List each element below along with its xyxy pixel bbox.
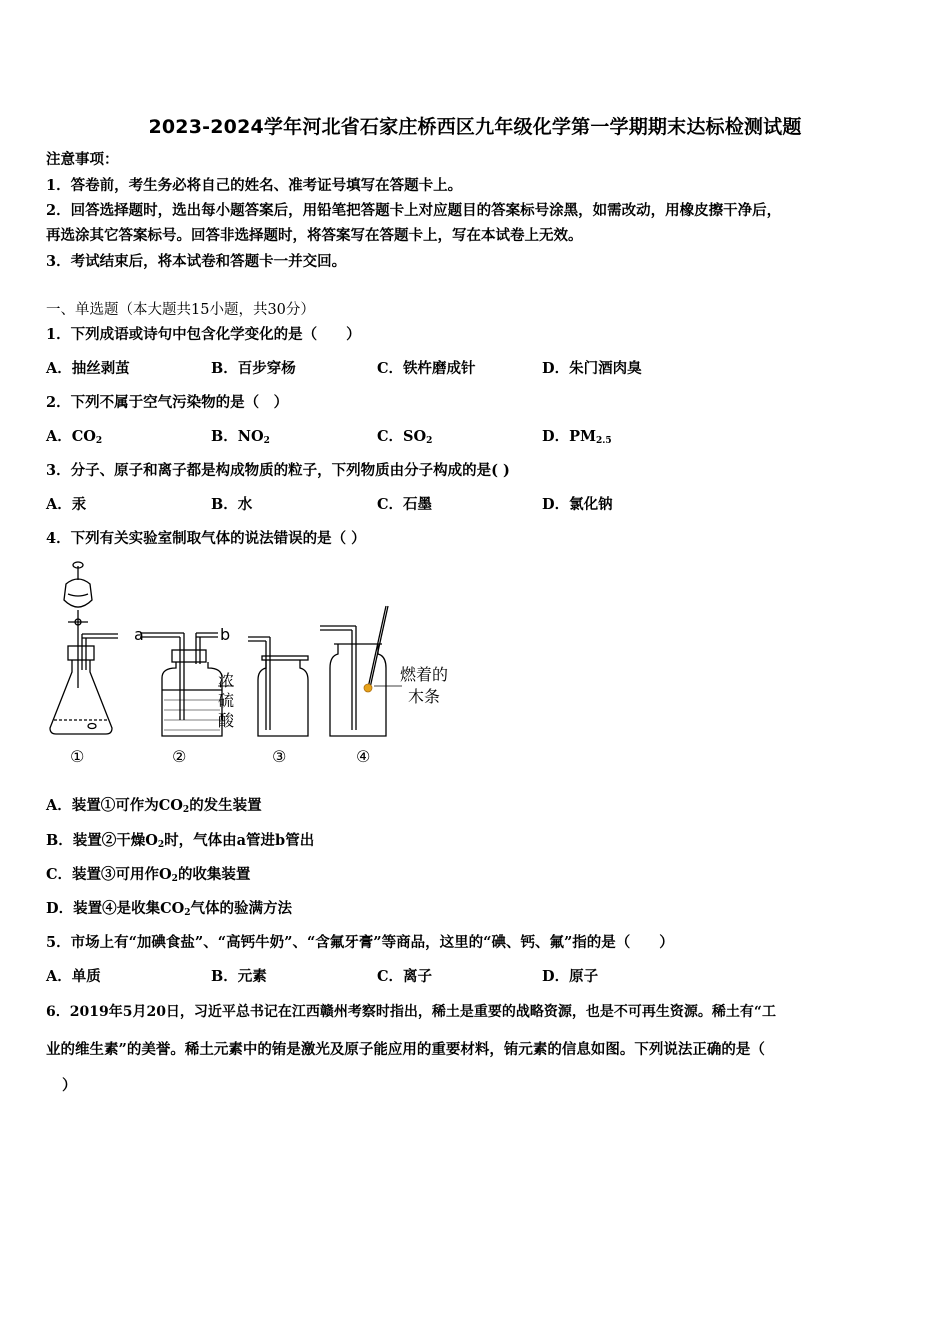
q4-option-a: A．装置①可作为$CO_2$的发生装置	[46, 797, 262, 815]
q6-line: ）	[62, 1077, 77, 1094]
apparatus-4	[320, 606, 402, 736]
apparatus-figure	[44, 560, 464, 770]
q4-option-c: C．装置③可用作$O_2$的收集装置	[46, 866, 251, 884]
q4-stem: 4．下列有关实验室制取气体的说法错误的是（ ）	[46, 530, 366, 547]
stick-label: 燃着的	[400, 665, 449, 684]
apparatus-number: ③	[272, 747, 287, 766]
page-title: 2023-2024学年河北省石家庄桥西区九年级化学第一学期期末达标检测试题	[148, 116, 802, 138]
q5-option-d: D．原子	[542, 968, 599, 985]
q1-option-d: D．朱门酒肉臭	[542, 360, 642, 377]
q3-option-a: A．汞	[46, 496, 87, 513]
q2-stem: 2．下列不属于空气污染物的是（ ）	[46, 394, 289, 411]
acid-label: 硫	[218, 691, 235, 710]
notice-heading: 注意事项：	[46, 151, 119, 168]
apparatus-number: ①	[70, 747, 85, 766]
q5-stem: 5．市场上有“加碘食盐”、“高钙牛奶”、“含氟牙膏”等商品，这里的“碘、钙、氟”指的是（ ）	[46, 934, 674, 951]
apparatus-3	[248, 637, 308, 736]
acid-label: 酸	[218, 711, 235, 730]
tube-label-b: b	[220, 625, 231, 644]
notice-item: 2．回答选择题时，选出每小题答案后，用铅笔把答题卡上对应题目的答案标号涂黑，如需改动，用橡皮擦干净后，	[46, 202, 782, 219]
q3-option-c: C．石墨	[377, 496, 433, 513]
q3-stem: 3．分子、原子和离子都是构成物质的粒子，下列物质由分子构成的是( )	[46, 462, 510, 479]
flame-icon	[364, 684, 372, 692]
q1-option-c: C．铁杵磨成针	[377, 360, 476, 377]
q2-option-d: D．$PM_{2.5}$	[542, 428, 612, 446]
q3-option-d: D．氯化钠	[542, 496, 613, 513]
q1-option-a: A．抽丝剥茧	[46, 360, 130, 377]
q2-option-c: C．$SO_2$	[377, 428, 433, 446]
notice-item: 1．答卷前，考生务必将自己的姓名、准考证号填写在答题卡上。	[46, 177, 463, 194]
apparatus-number: ②	[172, 747, 187, 766]
q2-option-b: B．$NO_2$	[211, 428, 270, 446]
q3-option-b: B．水	[211, 496, 253, 513]
notice-item: 3．考试结束后，将本试卷和答题卡一并交回。	[46, 253, 347, 270]
tube-label-a: a	[134, 625, 144, 644]
q5-option-c: C．离子	[377, 968, 433, 985]
q6-line: 业的维生素”的美誉。稀土元素中的铕是激光及原子能应用的重要材料，铕元素的信息如图。下列说法正确的是（	[46, 1041, 765, 1058]
q6-line: 6．2019年5月20日，习近平总书记在江西赣州考察时指出，稀土是重要的战略资源，也是不可再生资源。稀土有“工	[46, 1004, 776, 1020]
apparatus-1	[50, 562, 118, 734]
q1-stem: 1．下列成语或诗句中包含化学变化的是（ ）	[46, 326, 361, 343]
q5-option-a: A．单质	[46, 968, 101, 985]
apparatus-number: ④	[356, 747, 371, 766]
apparatus-diagram	[44, 560, 464, 770]
acid-label: 浓	[218, 671, 235, 690]
q1-option-b: B．百步穿杨	[211, 360, 296, 377]
q2-option-a: A．$CO_2$	[46, 428, 103, 446]
q4-option-b: B．装置②干燥$O_2$时，气体由a管进b管出	[46, 832, 315, 850]
q4-option-d: D．装置④是收集$CO_2$气体的验满方法	[46, 900, 293, 918]
section-heading: 一、单选题（本大题共15小题，共30分）	[46, 302, 315, 318]
q5-option-b: B．元素	[211, 968, 267, 985]
notice-item: 再选涂其它答案标号。回答非选择题时，将答案写在答题卡上，写在本试卷上无效。	[46, 227, 583, 244]
stick-label: 木条	[408, 687, 441, 706]
